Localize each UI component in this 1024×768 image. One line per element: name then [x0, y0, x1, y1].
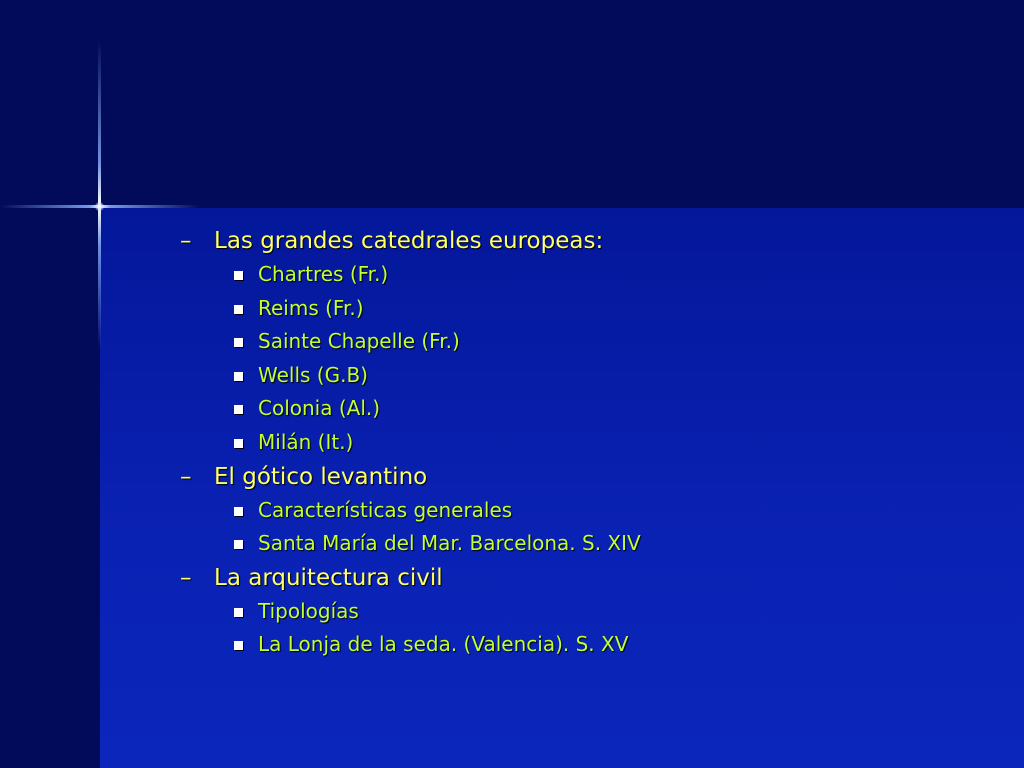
sparkle-vertical-ray — [98, 40, 101, 350]
square-bullet-icon — [234, 372, 243, 381]
list-item-text: Reims (Fr.) — [258, 295, 364, 320]
outline-heading — [180, 224, 980, 258]
outline-sublist-wrapper — [180, 494, 980, 561]
outline-heading — [180, 561, 980, 595]
heading-text: El gótico levantino — [214, 463, 428, 490]
list-item-text: La Lonja de la seda. (Valencia). S. XV — [258, 632, 629, 657]
outline-sublist — [180, 595, 980, 662]
slide-header-band — [0, 0, 1024, 208]
square-bullet-icon — [234, 608, 243, 617]
slide-left-band — [0, 208, 100, 768]
list-item — [180, 258, 980, 292]
slide-outline — [180, 224, 980, 662]
square-bullet-icon — [234, 507, 243, 516]
sparkle-star-icon — [95, 202, 104, 211]
list-item-text: Colonia (Al.) — [258, 396, 381, 421]
list-item — [180, 426, 980, 460]
dash-marker: – — [180, 564, 192, 591]
list-item — [180, 392, 980, 426]
square-bullet-icon — [234, 641, 243, 650]
square-bullet-icon — [234, 338, 243, 347]
square-bullet-icon — [234, 405, 243, 414]
list-item — [180, 595, 980, 629]
outline-heading — [180, 460, 980, 494]
list-item-text: Sainte Chapelle (Fr.) — [258, 329, 460, 354]
list-item — [180, 494, 980, 528]
list-item-text: Características generales — [258, 497, 513, 522]
square-bullet-icon — [234, 271, 243, 280]
dash-marker: – — [180, 463, 192, 490]
list-item — [180, 292, 980, 326]
outline-sublist — [180, 258, 980, 460]
list-item-text: Milán (It.) — [258, 429, 354, 454]
outline-sublist-wrapper — [180, 258, 980, 460]
list-item — [180, 527, 980, 561]
list-item-text: Santa María del Mar. Barcelona. S. XIV — [258, 531, 641, 556]
dash-marker: – — [180, 228, 192, 254]
square-bullet-icon — [234, 305, 243, 314]
list-item-text: Wells (G.B) — [258, 362, 368, 387]
list-item-text: Tipologías — [258, 598, 359, 623]
square-bullet-icon — [234, 540, 243, 549]
heading-text: La arquitectura civil — [214, 564, 443, 591]
outline-sublist — [180, 494, 980, 561]
list-item — [180, 325, 980, 359]
outline-sublist-wrapper — [180, 595, 980, 662]
square-bullet-icon — [234, 439, 243, 448]
heading-text: Las grandes catedrales europeas: — [214, 228, 604, 254]
list-item — [180, 359, 980, 393]
list-item — [180, 628, 980, 662]
list-item-text: Chartres (Fr.) — [258, 262, 389, 286]
